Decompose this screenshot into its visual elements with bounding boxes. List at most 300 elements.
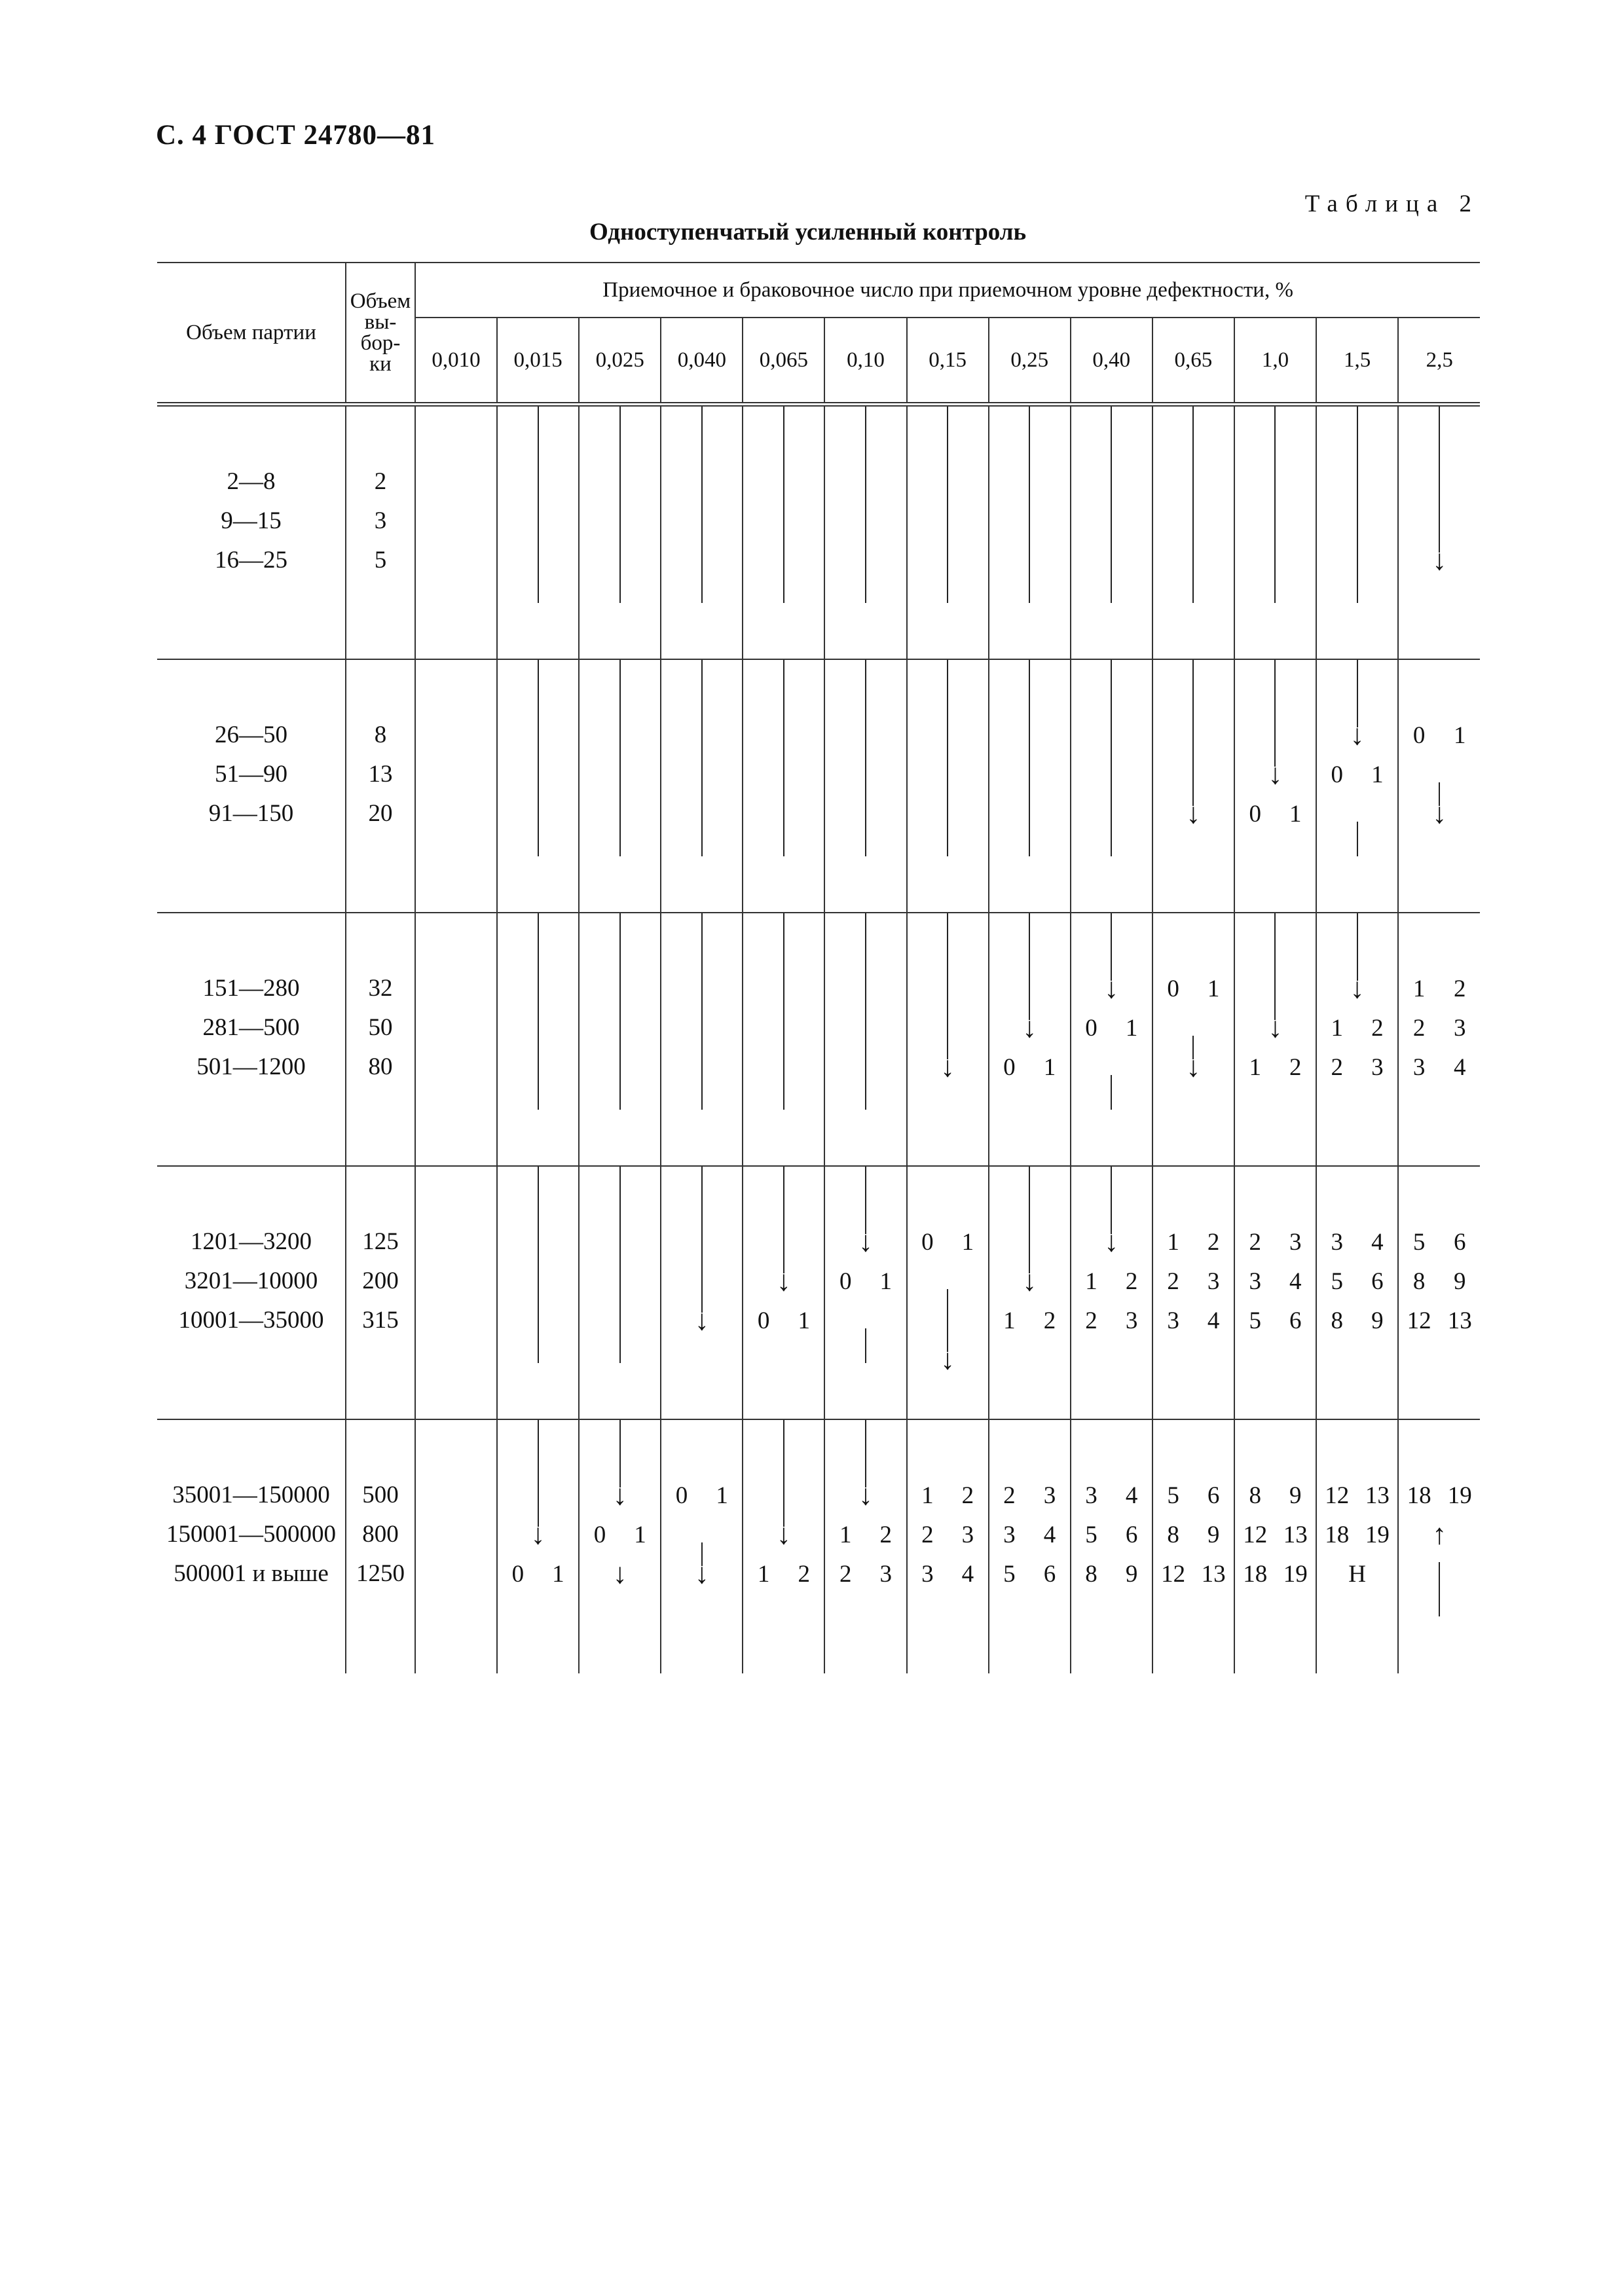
rejection-number: 6 (1453, 1228, 1466, 1256)
rejection-number: 6 (1289, 1307, 1302, 1334)
rejection-number: 19 (1365, 1521, 1390, 1548)
aql-header: 1,5 (1316, 318, 1398, 405)
acceptance-rejection-pair (1399, 716, 1480, 755)
aql-cell (824, 1419, 906, 1673)
inspection-table (157, 262, 1480, 1673)
continuation-line (1274, 660, 1276, 767)
acceptance-rejection-pair (908, 1476, 988, 1515)
acceptance-rejection-pair (1317, 1476, 1397, 1515)
continuation-line (865, 913, 866, 1110)
acceptance-rejection-pair (1235, 1301, 1316, 1340)
acceptance-number: 1 (1003, 1307, 1016, 1334)
aql-cell (1152, 659, 1234, 913)
header-lot-size: Объем партии (157, 263, 346, 405)
acceptance-rejection-pair (1071, 1008, 1152, 1048)
aql-header: 0,025 (579, 318, 661, 405)
continuation-line (1111, 407, 1112, 603)
table-row-group (157, 659, 1480, 913)
acceptance-rejection-pair (1317, 1515, 1397, 1554)
acceptance-rejection-pair (1153, 1301, 1234, 1340)
continuation-line (1357, 822, 1358, 856)
acceptance-number: 0 (675, 1482, 688, 1509)
aql-cell (743, 1166, 824, 1419)
aql-cell (415, 405, 497, 660)
rejection-number: 13 (1201, 1560, 1226, 1588)
sample-size-cell (346, 659, 415, 913)
acceptance-number: 8 (1412, 1267, 1426, 1295)
aql-cell (1234, 659, 1316, 913)
continuation-line (865, 660, 866, 856)
aql-cell (1316, 405, 1398, 660)
rejection-number: 3 (879, 1560, 893, 1588)
continuation-line (538, 660, 539, 856)
acceptance-number: 1 (1412, 975, 1426, 1002)
sample-size-cell (346, 1166, 415, 1419)
rejection-number: 19 (1447, 1482, 1472, 1509)
acceptance-rejection-pair (743, 1301, 824, 1340)
acceptance-number: 0 (1167, 975, 1179, 1002)
aql-cell (1071, 405, 1152, 660)
acceptance-rejection-pair (989, 1048, 1070, 1087)
aql-header: 0,040 (661, 318, 743, 405)
acceptance-rejection-pair (1399, 1222, 1480, 1262)
acceptance-number: 3 (1331, 1228, 1344, 1256)
aql-cell (907, 659, 989, 913)
acceptance-rejection-pair (580, 1515, 660, 1554)
sample-size: 1250 (356, 1560, 405, 1587)
acceptance-rejection-pair (989, 1476, 1070, 1515)
acceptance-number: 5 (1167, 1482, 1179, 1509)
aql-cell (1152, 1419, 1234, 1673)
arrow-down-icon: ↓ (858, 1226, 874, 1258)
acceptance-rejection-pair (1317, 1048, 1397, 1087)
aql-header: 0,015 (497, 318, 579, 405)
arrow-down-icon: ↓ (1268, 758, 1283, 790)
continuation-line (947, 407, 948, 603)
continuation-line (619, 1167, 621, 1363)
continuation-line (619, 407, 621, 603)
acceptance-number: 12 (1161, 1560, 1186, 1588)
aql-header: 0,25 (989, 318, 1071, 405)
rejection-number: 1 (716, 1482, 728, 1509)
aql-cell (1398, 659, 1480, 913)
continuation-line (865, 407, 866, 603)
continuation-line (1192, 407, 1194, 603)
continuation-line (1274, 407, 1276, 603)
rejection-number: 4 (961, 1560, 974, 1588)
aql-cell (579, 659, 661, 913)
continuation-line (1111, 660, 1112, 856)
aql-cell (989, 1166, 1071, 1419)
lot-size-cell (157, 659, 346, 913)
acceptance-rejection-pair (908, 1554, 988, 1594)
lot-size-cell (157, 405, 346, 660)
acceptance-number: 8 (1167, 1521, 1179, 1548)
lot-size: 281—500 (202, 1014, 300, 1041)
rejection-number: 6 (1207, 1482, 1220, 1509)
aql-cell (1071, 913, 1152, 1166)
rejection-number: 1 (1453, 721, 1466, 749)
aql-cell (907, 1419, 989, 1673)
rejection-number: 3 (1207, 1267, 1220, 1295)
sample-size-cell (346, 405, 415, 660)
aql-cell (415, 913, 497, 1166)
rejection-number: 3 (1125, 1307, 1138, 1334)
continuation-line (783, 407, 784, 603)
aql-cell (907, 405, 989, 660)
rejection-number: 9 (1289, 1482, 1302, 1509)
arrow-down-icon: ↓ (1104, 972, 1119, 1004)
continuation-line (1029, 660, 1030, 856)
acceptance-number: 3 (1003, 1521, 1016, 1548)
rejection-number: 4 (1371, 1228, 1384, 1256)
aql-cell (907, 1166, 989, 1419)
aql-header: 0,40 (1071, 318, 1152, 405)
rejection-number: 1 (961, 1228, 974, 1256)
arrow-down-icon: ↓ (776, 1265, 791, 1297)
continuation-line (538, 1420, 539, 1527)
aql-cell (743, 659, 824, 913)
aql-cell (824, 659, 906, 913)
rejection-number: 4 (1125, 1482, 1138, 1509)
acceptance-rejection-pair (1153, 1515, 1234, 1554)
acceptance-rejection-pair (1399, 1301, 1480, 1340)
aql-cell (579, 913, 661, 1166)
arrow-down-icon: ↓ (612, 1479, 627, 1511)
acceptance-number: 2 (839, 1560, 852, 1588)
sample-size: 20 (368, 800, 393, 827)
aql-header: 2,5 (1398, 318, 1480, 405)
table-title: Одноступенчатый усиленный контроль (589, 219, 1027, 246)
aql-cell (989, 405, 1071, 660)
aql-cell (824, 913, 906, 1166)
aql-cell (1234, 1166, 1316, 1419)
acceptance-number: 1 (1331, 1014, 1344, 1042)
aql-header: 0,15 (907, 318, 989, 405)
rejection-number: 1 (1043, 1053, 1056, 1081)
sample-size: 125 (362, 1228, 399, 1255)
rejection-number: 6 (1371, 1267, 1384, 1295)
lot-size: 91—150 (208, 800, 294, 827)
rejection-number: 2 (1207, 1228, 1220, 1256)
arrow-down-icon: ↓ (612, 1558, 627, 1590)
aql-cell (1316, 1419, 1398, 1673)
rejection-number: 13 (1365, 1482, 1390, 1509)
arrow-down-icon: ↓ (1432, 797, 1447, 829)
acceptance-rejection-pair (1071, 1301, 1152, 1340)
rejection-number: 3 (1453, 1014, 1466, 1042)
rejection-number: 3 (1371, 1053, 1384, 1081)
table-row-group (157, 1419, 1480, 1673)
rejection-number: 1 (634, 1521, 646, 1548)
arrow-down-icon: ↓ (530, 1518, 545, 1550)
aql-cell (1152, 913, 1234, 1166)
arrow-down-icon: ↓ (1350, 972, 1365, 1004)
continuation-line (701, 913, 703, 1110)
acceptance-number: 3 (1167, 1307, 1179, 1334)
aql-cell (824, 405, 906, 660)
continuation-line (538, 913, 539, 1110)
acceptance-rejection-pair (1317, 1262, 1397, 1301)
acceptance-number: 1 (1085, 1267, 1097, 1295)
acceptance-number: 2 (1412, 1014, 1426, 1042)
aql-cell (743, 405, 824, 660)
acceptance-number: 3 (1412, 1053, 1426, 1081)
acceptance-rejection-pair (1071, 1554, 1152, 1594)
aql-cell (743, 913, 824, 1166)
acceptance-number: 2 (1085, 1307, 1097, 1334)
lot-size-cell (157, 913, 346, 1166)
aql-cell (579, 1166, 661, 1419)
aql-cell (497, 913, 579, 1166)
acceptance-rejection-pair (743, 1554, 824, 1594)
continuation-line (783, 1420, 784, 1527)
acceptance-rejection-pair (1399, 969, 1480, 1008)
aql-cell (1234, 405, 1316, 660)
page-header: С. 4 ГОСТ 24780—81 (156, 120, 436, 151)
acceptance-rejection-pair (825, 1554, 906, 1594)
acceptance-rejection-pair (1399, 1048, 1480, 1087)
lot-size: 26—50 (215, 721, 287, 748)
continuation-line (538, 407, 539, 603)
aql-cell (1398, 405, 1480, 660)
rejection-number: 3 (961, 1521, 974, 1548)
continuation-line (701, 660, 703, 856)
aql-cell (1316, 913, 1398, 1166)
table-number: Таблица 2 (1304, 191, 1479, 217)
arrow-down-icon: ↓ (1432, 544, 1447, 576)
aql-cell (579, 405, 661, 660)
acceptance-rejection-pair (1317, 755, 1397, 794)
acceptance-number: 18 (1243, 1560, 1268, 1588)
rejection-number: 2 (798, 1560, 810, 1588)
arrow-down-icon: ↓ (1022, 1265, 1037, 1297)
acceptance-number: 2 (1331, 1053, 1344, 1081)
acceptance-rejection-pair (1235, 1222, 1316, 1262)
continuation-line (701, 1167, 703, 1313)
acceptance-number: 12 (1407, 1307, 1431, 1334)
acceptance-rejection-pair (825, 1262, 906, 1301)
continuation-line (947, 660, 948, 856)
aql-cell (989, 1419, 1071, 1673)
aql-cell (989, 659, 1071, 913)
rejection-number: 4 (1207, 1307, 1220, 1334)
acceptance-number: 3 (1249, 1267, 1261, 1295)
rejection-number: 2 (1125, 1267, 1138, 1295)
lot-size: 3201—10000 (184, 1267, 318, 1294)
continuation-line (1192, 660, 1194, 806)
acceptance-number: 12 (1243, 1521, 1268, 1548)
sample-size: 50 (368, 1014, 393, 1041)
acceptance-number: 8 (1331, 1307, 1344, 1334)
aql-cell (497, 659, 579, 913)
acceptance-number: 1 (921, 1482, 934, 1509)
lot-size: 150001—500000 (166, 1521, 336, 1548)
acceptance-rejection-pair (825, 1515, 906, 1554)
acceptance-number: 0 (757, 1307, 770, 1334)
aql-cell (497, 1419, 579, 1673)
rejection-number: 13 (1447, 1307, 1472, 1334)
aql-cell (661, 1166, 743, 1419)
aql-header: 0,65 (1152, 318, 1234, 405)
aql-cell (661, 405, 743, 660)
continuation-line (865, 1328, 866, 1363)
rejection-number: 1 (1371, 761, 1384, 788)
acceptance-number: 5 (1331, 1267, 1344, 1295)
acceptance-number: 1 (757, 1560, 770, 1588)
acceptance-rejection-pair (1317, 1301, 1397, 1340)
continuation-line (783, 913, 784, 1110)
acceptance-number: 2 (1167, 1267, 1179, 1295)
sample-size: 8 (374, 721, 387, 748)
rejection-number: 3 (1289, 1228, 1302, 1256)
acceptance-number: 0 (1249, 800, 1261, 828)
arrow-down-icon: ↓ (1022, 1011, 1037, 1044)
acceptance-number: 2 (1003, 1482, 1016, 1509)
acceptance-rejection-pair (498, 1554, 578, 1594)
acceptance-rejection-pair (1235, 1476, 1316, 1515)
acceptance-number: 0 (921, 1228, 934, 1256)
sample-size: 13 (368, 761, 393, 788)
acceptance-number: 2 (921, 1521, 934, 1548)
aql-cell (415, 1419, 497, 1673)
acceptance-number: 8 (1085, 1560, 1097, 1588)
arrow-down-icon: ↓ (1268, 1011, 1283, 1044)
acceptance-rejection-pair (989, 1554, 1070, 1594)
lot-size: 35001—150000 (172, 1482, 330, 1508)
acceptance-rejection-pair (1399, 1008, 1480, 1048)
rejection-number: 1 (798, 1307, 810, 1334)
arrow-down-icon: ↓ (1186, 1051, 1201, 1083)
continuation-line (783, 660, 784, 856)
sample-size: 2 (374, 468, 387, 495)
continuation-line (538, 1167, 539, 1363)
aql-header: 0,010 (415, 318, 497, 405)
rejection-number: 1 (552, 1560, 564, 1588)
sample-size: 200 (362, 1267, 399, 1294)
acceptance-rejection-pair (908, 1222, 988, 1262)
rejection-number: 9 (1207, 1521, 1220, 1548)
acceptance-number: 0 (593, 1521, 606, 1548)
aql-cell (1071, 659, 1152, 913)
header-acceptance-numbers: Приемочное и браковочное число при приемочном уровне дефектности, % (415, 263, 1480, 318)
aql-cell (1234, 1419, 1316, 1673)
acceptance-rejection-pair (1235, 1554, 1316, 1594)
acceptance-number: 0 (1003, 1053, 1016, 1081)
acceptance-number: 0 (1412, 721, 1426, 749)
continuation-line (1111, 1075, 1112, 1110)
lot-size: 1201—3200 (191, 1228, 312, 1255)
continuation-line (1439, 1562, 1440, 1616)
continuation-line (619, 660, 621, 856)
arrow-down-icon: ↓ (940, 1343, 955, 1376)
rejection-number: 3 (1043, 1482, 1056, 1509)
lot-size: 151—280 (202, 975, 300, 1002)
acceptance-number: 1 (1167, 1228, 1179, 1256)
aql-cell (989, 913, 1071, 1166)
rejection-number: 9 (1125, 1560, 1138, 1588)
lot-size: 10001—35000 (178, 1307, 324, 1334)
aql-cell (1398, 1166, 1480, 1419)
aql-cell (497, 1166, 579, 1419)
aql-cell (1398, 1419, 1480, 1673)
acceptance-rejection-pair (1399, 1262, 1480, 1301)
acceptance-number: 5 (1412, 1228, 1426, 1256)
sample-size-cell (346, 1419, 415, 1673)
rejection-number: 2 (961, 1482, 974, 1509)
acceptance-number: 2 (1249, 1228, 1261, 1256)
continuation-line (1029, 407, 1030, 603)
aql-cell (497, 405, 579, 660)
acceptance-rejection-pair (1235, 1262, 1316, 1301)
acceptance-number: 0 (839, 1267, 852, 1295)
sample-size: 800 (362, 1521, 399, 1548)
arrow-up-icon: ↑ (1432, 1518, 1447, 1550)
aql-cell (1071, 1166, 1152, 1419)
continuation-line (619, 913, 621, 1110)
aql-cell (415, 659, 497, 913)
aql-cell (661, 913, 743, 1166)
continuation-line (1274, 913, 1276, 1020)
rejection-number: 9 (1371, 1307, 1384, 1334)
acceptance-rejection-pair (1071, 1262, 1152, 1301)
acceptance-rejection-pair (1153, 1262, 1234, 1301)
rejection-number: 2 (879, 1521, 893, 1548)
acceptance-rejection-pair (908, 1515, 988, 1554)
lot-size: 500001 и выше (174, 1560, 329, 1587)
aql-header: 1,0 (1234, 318, 1316, 405)
rejection-number: 19 (1283, 1560, 1308, 1588)
cell-note: Н (1348, 1560, 1366, 1588)
acceptance-number: 8 (1249, 1482, 1261, 1509)
sample-size: 3 (374, 507, 387, 534)
sample-size: 315 (362, 1307, 399, 1334)
acceptance-rejection-pair (989, 1301, 1070, 1340)
aql-cell (579, 1419, 661, 1673)
acceptance-rejection-pair (1153, 1222, 1234, 1262)
aql-cell (1152, 1166, 1234, 1419)
rejection-number: 2 (1453, 975, 1466, 1002)
acceptance-rejection-pair (1071, 1476, 1152, 1515)
acceptance-rejection-pair (1153, 1554, 1234, 1594)
acceptance-number: 3 (921, 1560, 934, 1588)
rejection-number: 9 (1453, 1267, 1466, 1295)
rejection-number: 1 (1207, 975, 1220, 1002)
aql-cell (1234, 913, 1316, 1166)
lot-size: 501—1200 (196, 1053, 306, 1080)
rejection-number: 2 (1371, 1014, 1384, 1042)
arrow-down-icon: ↓ (1186, 797, 1201, 829)
aql-cell (824, 1166, 906, 1419)
sample-size: 500 (362, 1482, 399, 1508)
arrow-down-icon: ↓ (776, 1518, 791, 1550)
sample-size: 5 (374, 547, 387, 574)
table-row-group (157, 913, 1480, 1166)
acceptance-rejection-pair (1235, 1048, 1316, 1087)
rejection-number: 1 (879, 1267, 893, 1295)
aql-cell (1316, 1166, 1398, 1419)
acceptance-rejection-pair (1071, 1515, 1152, 1554)
lot-size: 16—25 (215, 547, 287, 574)
acceptance-number: 0 (511, 1560, 525, 1588)
rejection-number: 1 (1125, 1014, 1138, 1042)
arrow-down-icon: ↓ (940, 1051, 955, 1083)
acceptance-rejection-pair (1153, 969, 1234, 1008)
aql-cell (907, 913, 989, 1166)
aql-cell (1316, 659, 1398, 913)
acceptance-rejection-pair (989, 1515, 1070, 1554)
aql-cell (1398, 913, 1480, 1166)
